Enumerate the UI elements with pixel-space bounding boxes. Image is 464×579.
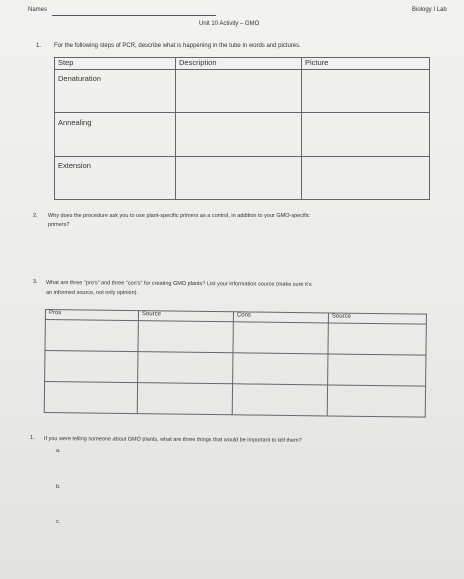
extension-picture-cell[interactable]	[302, 157, 430, 200]
con-source-cell[interactable]	[327, 385, 425, 417]
pro-source-cell[interactable]	[138, 321, 233, 353]
gmo-col-pros-source: Source	[138, 311, 233, 322]
pcr-col-step: Step	[55, 58, 176, 70]
pcr-steps-table	[54, 57, 430, 200]
denaturation-description-cell[interactable]	[176, 70, 302, 113]
q4-item-a: a.	[56, 448, 61, 454]
gmo-row	[44, 382, 425, 418]
extension-description-cell[interactable]	[176, 157, 302, 200]
pcr-row-annealing	[55, 113, 430, 157]
course-label: Biology I Lab	[412, 7, 447, 13]
annealing-picture-cell[interactable]	[302, 113, 430, 157]
gmo-col-cons: Cons	[233, 312, 328, 323]
q4-number: 1.	[30, 435, 35, 441]
gmo-pros-cons-table	[44, 309, 427, 418]
gmo-row	[45, 351, 426, 387]
pro-cell[interactable]	[45, 351, 138, 383]
pro-source-cell[interactable]	[137, 383, 232, 415]
pcr-col-picture: Picture	[302, 58, 430, 70]
q2-text-line1: Why does the procedure ask you to use plant-specific primers as a control, in addition to your GMO-specific	[48, 213, 310, 219]
q3-number: 3.	[33, 279, 38, 285]
con-cell[interactable]	[232, 384, 327, 416]
pro-cell[interactable]	[45, 320, 138, 352]
gmo-col-cons-source: Source	[328, 313, 426, 324]
q3-text-line2: an informed source, not only opinion).	[46, 290, 139, 296]
con-source-cell[interactable]	[328, 323, 426, 355]
q2-number: 2.	[33, 213, 38, 219]
q4-item-c: c.	[56, 519, 61, 525]
gmo-row	[45, 320, 426, 356]
names-input-line[interactable]	[52, 15, 216, 16]
q1-text: For the following steps of PCR, describe what is happening in the tube in words and pictures.	[54, 43, 301, 49]
page-title: Unit 10 Activity – GMO	[199, 21, 260, 27]
q1-number: 1.	[36, 43, 42, 49]
gmo-col-pros: Pros	[45, 310, 138, 321]
q4-item-b: b.	[56, 484, 61, 490]
con-cell[interactable]	[233, 353, 328, 385]
q4-text: If you were telling someone about GMO plants, what are three things that would be important to tell them?	[43, 436, 302, 444]
pro-cell[interactable]	[44, 382, 137, 414]
pcr-step-extension: Extension	[55, 157, 176, 200]
pcr-header-row	[55, 58, 430, 70]
q2-text-line2: primers?	[48, 222, 70, 228]
con-source-cell[interactable]	[328, 354, 426, 386]
pcr-col-description: Description	[176, 58, 302, 70]
pro-source-cell[interactable]	[138, 352, 233, 384]
names-label: Names	[28, 7, 48, 13]
denaturation-picture-cell[interactable]	[302, 70, 430, 113]
pcr-row-extension	[55, 157, 430, 200]
annealing-description-cell[interactable]	[176, 113, 302, 157]
con-cell[interactable]	[233, 322, 328, 354]
pcr-step-annealing: Annealing	[55, 113, 176, 157]
q3-text-line1: What are three "pro's" and three "con's" for creating GMO plants? List your information source (make sure it's	[45, 280, 312, 288]
pcr-step-denaturation: Denaturation	[55, 70, 176, 113]
pcr-row-denaturation	[55, 70, 430, 113]
